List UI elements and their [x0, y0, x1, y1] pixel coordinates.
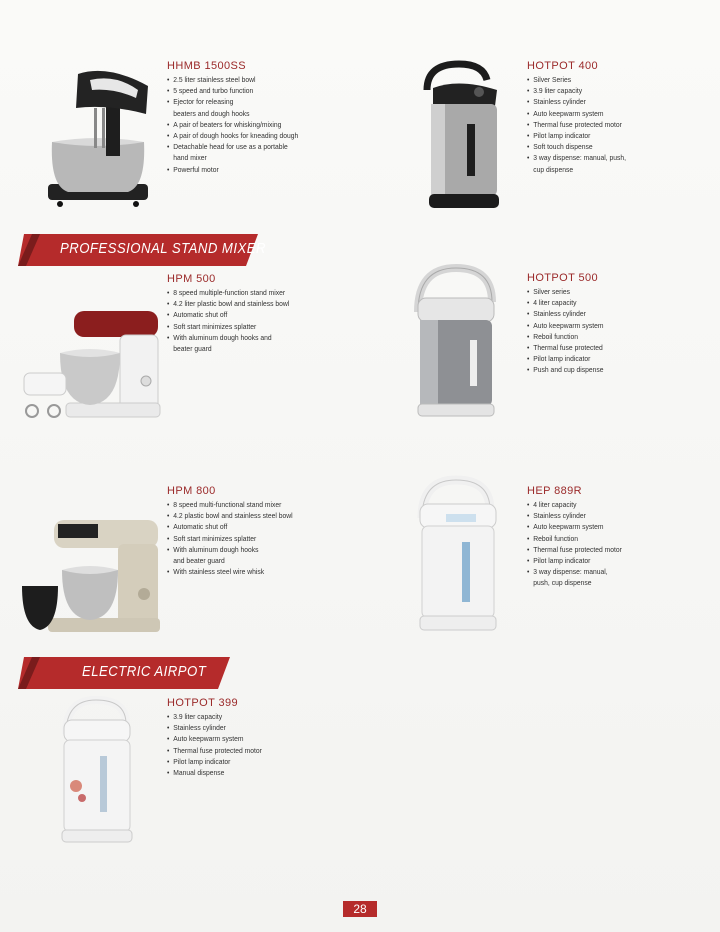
spec-item: • 3 way dispense: manual, push,: [527, 152, 626, 163]
spec-item: • Automatic shut off: [167, 309, 289, 320]
banner-title: PROFESSIONAL STAND MIXER: [60, 240, 266, 257]
spec-item: • Stainless cylinder: [167, 722, 262, 733]
spec-item: • Pilot lamp indicator: [167, 756, 262, 767]
spec-item: beaters and dough hooks: [173, 108, 250, 118]
banner-title: ELECTRIC AIRPOT: [82, 663, 207, 680]
product-title: HOTPOT 500: [527, 272, 599, 284]
page-number: 28: [343, 901, 377, 917]
spec-item: • 4 liter capacity: [527, 499, 622, 510]
spec-item: • Powerful motor: [167, 164, 298, 175]
spec-item: • Thermal fuse protected motor: [527, 119, 626, 130]
product-hep889r: [527, 485, 632, 589]
spec-list: [527, 499, 632, 589]
spec-item: • Stainless cylinder: [527, 96, 626, 107]
product-title: HHMB 1500SS: [167, 60, 246, 72]
product-title: HOTPOT 399: [167, 697, 239, 709]
spec-list: [527, 286, 612, 376]
spec-item: • Auto keepwarm system: [167, 733, 262, 744]
spec-item: • Soft start minimizes splatter: [167, 533, 293, 544]
spec-item: • Soft touch dispense: [527, 141, 626, 152]
spec-item: • A pair of beaters for whisking/mixing: [167, 119, 298, 130]
spec-item: • Stainless cylinder: [527, 308, 603, 319]
spec-list: [167, 711, 272, 778]
hand-mixer-image: [38, 64, 158, 214]
spec-item: • Silver series: [527, 286, 603, 297]
spec-item: • Push and cup dispense: [527, 364, 603, 375]
product-title: HPM 800: [167, 485, 216, 497]
spec-list: [527, 74, 637, 175]
spec-item: • 2.5 liter stainless steel bowl: [167, 74, 298, 85]
spec-item: • 8 speed multiple-function stand mixer: [167, 287, 289, 298]
spec-item: • Reboil function: [527, 331, 603, 342]
product-hotpot400: [527, 60, 637, 175]
airpot-floral-image: [56, 694, 136, 846]
spec-item: • 3.9 liter capacity: [167, 711, 262, 722]
spec-item: • With aluminum dough hooks and: [167, 332, 289, 343]
airpot-silver-grey-image: [408, 262, 503, 420]
spec-item: • Auto keepwarm system: [527, 108, 626, 119]
spec-item: • Auto keepwarm system: [527, 521, 622, 532]
spec-item: • With aluminum dough hooks: [167, 544, 293, 555]
spec-item: • Thermal fuse protected motor: [527, 544, 622, 555]
spec-item: • Auto keepwarm system: [527, 320, 603, 331]
spec-item: • Pilot lamp indicator: [527, 353, 603, 364]
section-banner-stand-mixer: [18, 234, 266, 266]
spec-list: [167, 74, 313, 175]
airpot-white-image: [410, 474, 502, 634]
airpot-silver-image: [415, 60, 505, 212]
spec-list: [167, 287, 303, 354]
section-banner-airpot: [18, 657, 230, 689]
stand-mixer-red-image: [16, 305, 162, 425]
spec-item: • Soft start minimizes splatter: [167, 321, 289, 332]
spec-item: • 4.2 plastic bowl and stainless steel bowl: [167, 510, 293, 521]
product-hpm800: [167, 485, 307, 577]
stand-mixer-beige-image: [18, 514, 162, 634]
spec-item: • Pilot lamp indicator: [527, 130, 626, 141]
spec-item: • Thermal fuse protected motor: [167, 745, 262, 756]
spec-item: • A pair of dough hooks for kneading dough: [167, 130, 298, 141]
spec-item: • Pilot lamp indicator: [527, 555, 622, 566]
spec-item: • Detachable head for use as a portable: [167, 141, 298, 152]
spec-item: • 3.9 liter capacity: [527, 85, 626, 96]
product-hotpot399: [167, 697, 272, 778]
spec-item: • 5 speed and turbo function: [167, 85, 298, 96]
product-title: HEP 889R: [527, 485, 582, 497]
spec-item: push, cup dispense: [533, 578, 592, 588]
spec-item: • Automatic shut off: [167, 521, 293, 532]
spec-item: • Silver Series: [527, 74, 626, 85]
spec-item: • With stainless steel wire whisk: [167, 566, 293, 577]
product-hotpot500: [527, 272, 612, 376]
spec-list: [167, 499, 307, 577]
spec-item: beater guard: [173, 344, 212, 354]
spec-item: • Manual dispense: [167, 767, 262, 778]
spec-item: • 4.2 liter plastic bowl and stainless bowl: [167, 298, 289, 309]
spec-item: hand mixer: [173, 153, 207, 163]
spec-item: • Reboil function: [527, 533, 622, 544]
spec-item: • 4 liter capacity: [527, 297, 603, 308]
spec-item: • Ejector for releasing: [167, 96, 298, 107]
product-hhmb1500ss: [167, 60, 313, 175]
spec-item: cup dispense: [533, 164, 574, 174]
spec-item: • Thermal fuse protected: [527, 342, 603, 353]
spec-item: and beater guard: [173, 556, 225, 566]
spec-item: • 3 way dispense: manual,: [527, 566, 622, 577]
spec-item: • 8 speed multi-functional stand mixer: [167, 499, 293, 510]
product-hpm500: [167, 273, 303, 354]
product-title: HOTPOT 400: [527, 60, 599, 72]
spec-item: • Stainless cylinder: [527, 510, 622, 521]
product-title: HPM 500: [167, 273, 216, 285]
